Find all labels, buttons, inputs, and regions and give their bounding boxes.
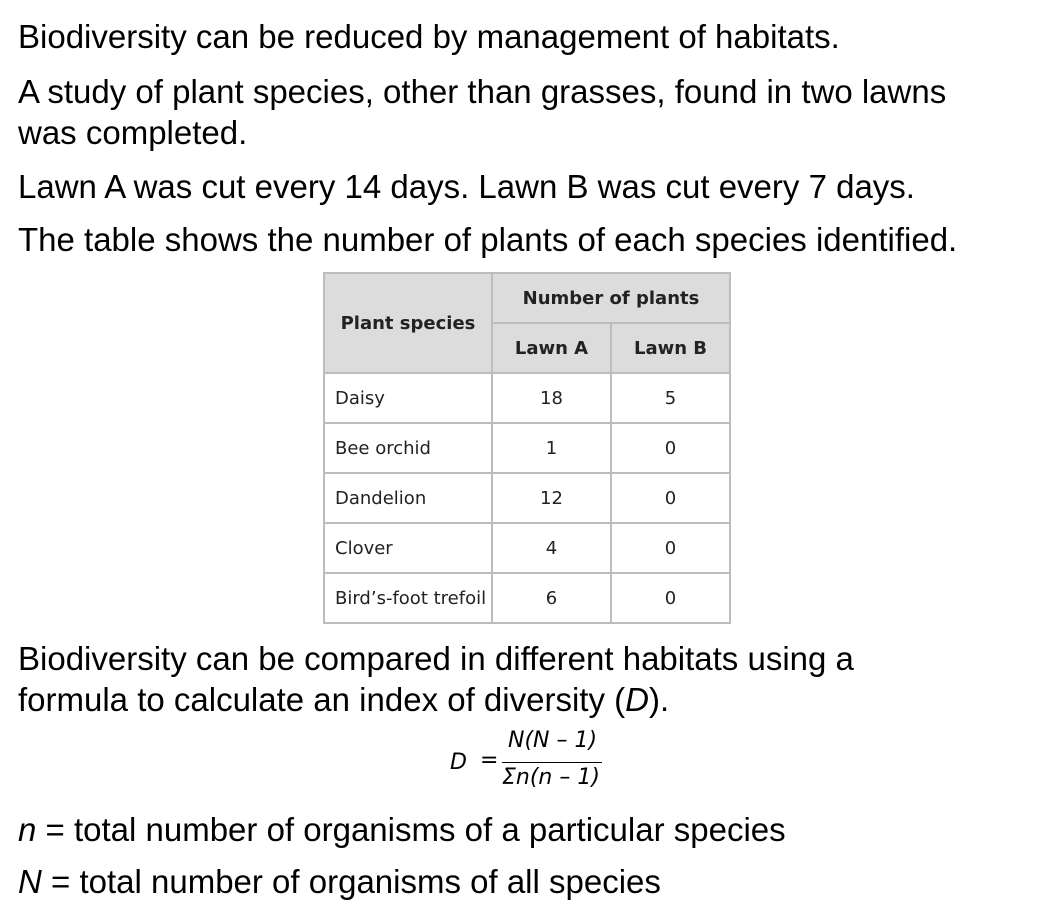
lawn-b-count: 0 [611, 423, 730, 473]
lawn-b-count: 0 [611, 523, 730, 573]
table-row [324, 523, 730, 573]
species-name: Clover [324, 523, 492, 573]
lawn-a-count: 12 [492, 473, 611, 523]
diversity-formula [450, 728, 620, 798]
formula-equals: = [480, 748, 499, 773]
table-row [324, 373, 730, 423]
species-name: Dandelion [324, 473, 492, 523]
definition-n-variable: n [18, 811, 37, 848]
table-intro: The table shows the number of plants of each species identified. [18, 221, 958, 258]
plant-count-table [323, 272, 731, 624]
formula-intro-variable: D [625, 681, 649, 718]
species-name: Bee orchid [324, 423, 492, 473]
table-row [324, 423, 730, 473]
formula-numerator: N(N – 1) [508, 728, 598, 753]
formula-intro-end: ). [648, 681, 670, 718]
definition-n-text: = total number of organisms of a particular species [36, 811, 786, 848]
header-lawn-a: Lawn A [492, 323, 611, 373]
header-number-of-plants: Number of plants [492, 273, 730, 323]
definition-n [18, 809, 786, 850]
definition-N-text: = total number of organisms of all species [41, 863, 661, 900]
study-description [18, 71, 946, 153]
intro-sentence: Biodiversity can be reduced by management of habitats. [18, 18, 840, 55]
lawn-b-count: 5 [611, 373, 730, 423]
definition-N-variable: N [18, 863, 42, 900]
lawn-a-count: 1 [492, 423, 611, 473]
cutting-schedule: Lawn A was cut every 14 days. Lawn B was cut every 7 days. [18, 168, 915, 205]
definition-N [18, 861, 661, 902]
species-name: Daisy [324, 373, 492, 423]
species-name: Bird’s-foot trefoil [324, 573, 492, 623]
formula-intro-line1: Biodiversity can be compared in different habitats using a [18, 640, 854, 677]
table-row [324, 473, 730, 523]
fraction-bar [502, 762, 602, 763]
study-description-line2: was completed. [18, 114, 248, 151]
lawn-a-count: 4 [492, 523, 611, 573]
header-plant-species: Plant species [324, 273, 492, 373]
table-row [324, 573, 730, 623]
lawn-b-count: 0 [611, 573, 730, 623]
header-lawn-b: Lawn B [611, 323, 730, 373]
lawn-b-count: 0 [611, 473, 730, 523]
study-description-line1: A study of plant species, other than grasses, found in two lawns [18, 73, 947, 110]
formula-denominator: Σn(n – 1) [502, 765, 600, 790]
lawn-a-count: 6 [492, 573, 611, 623]
formula-intro-line2: formula to calculate an index of diversity ( [18, 681, 626, 718]
formula-intro [18, 638, 854, 720]
lawn-a-count: 18 [492, 373, 611, 423]
formula-lhs: D [450, 750, 467, 775]
